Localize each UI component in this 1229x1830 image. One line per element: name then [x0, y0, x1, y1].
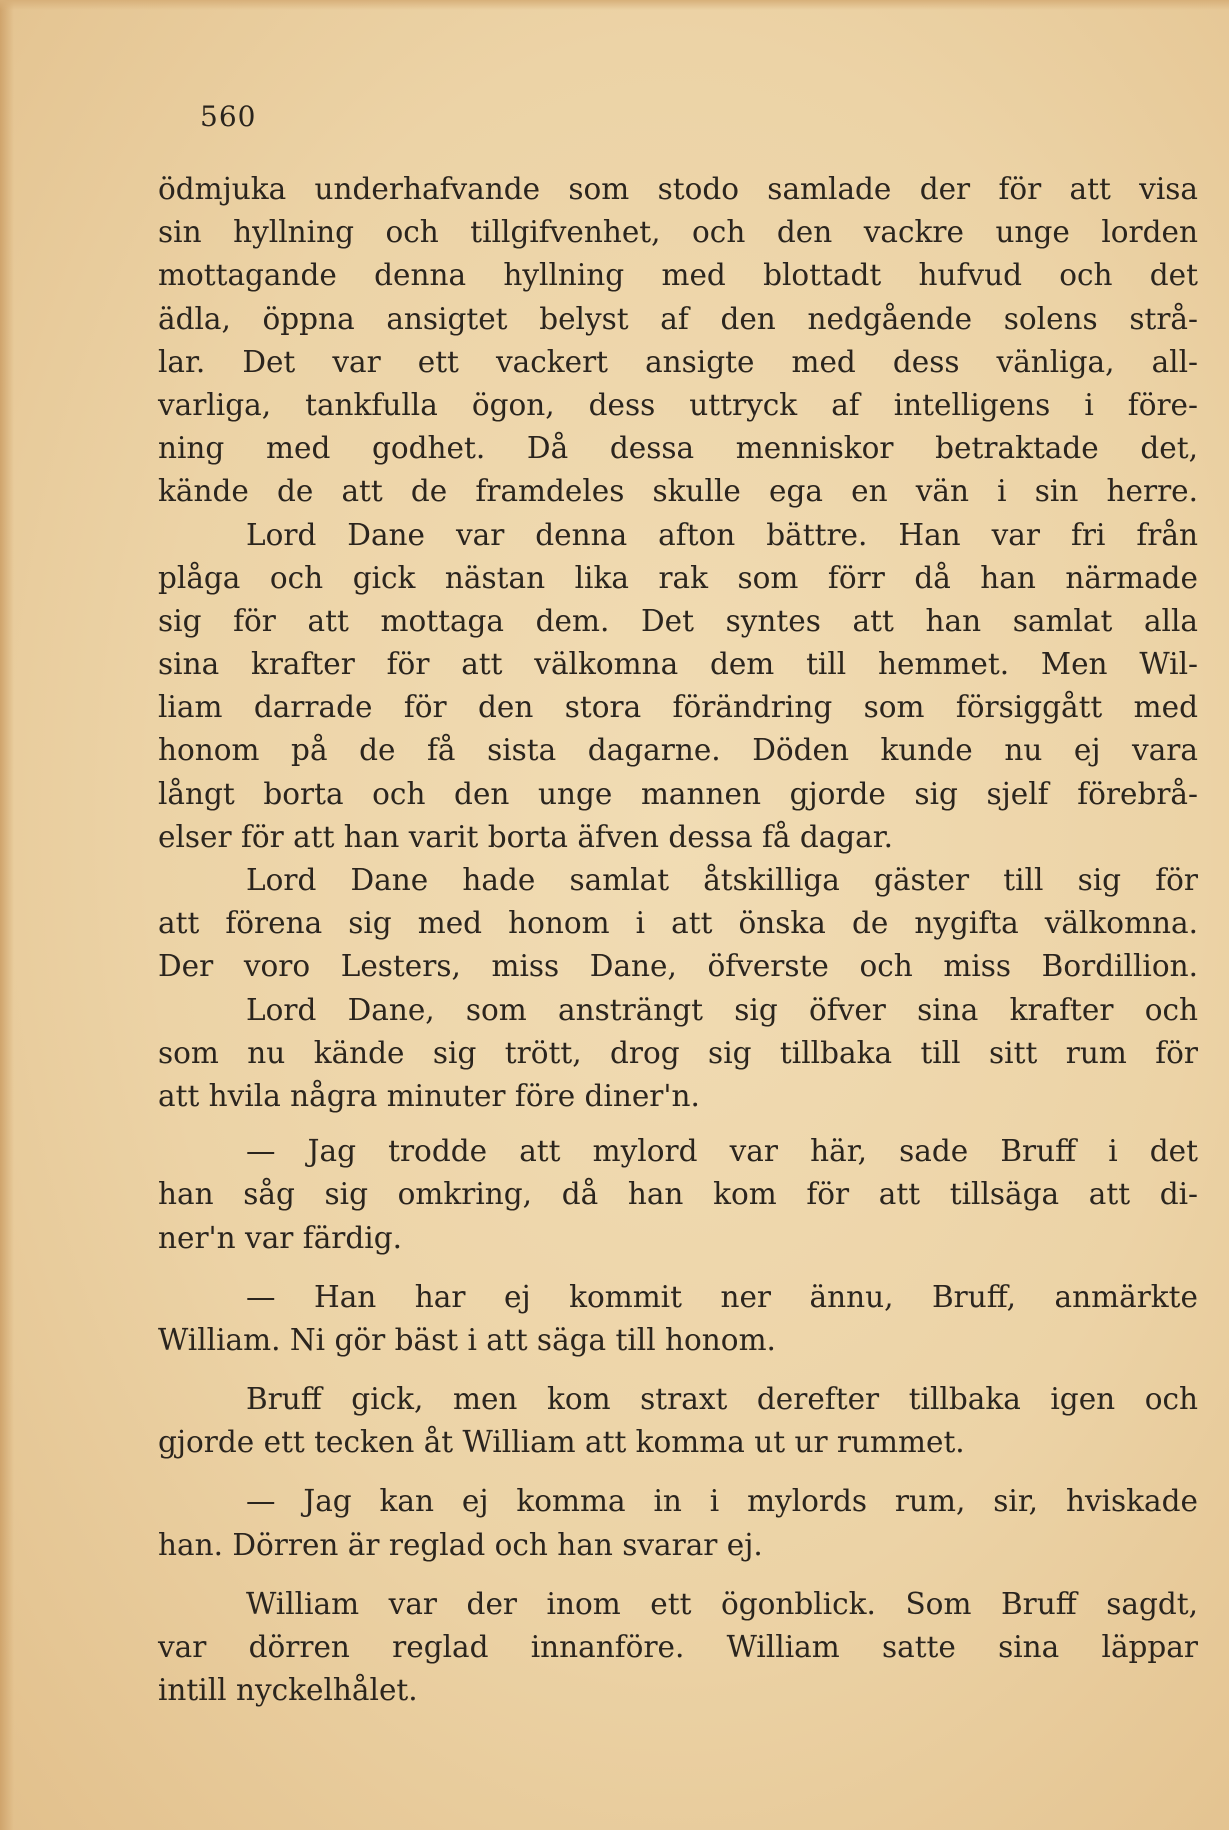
text-line: att förena sig med honom i att önska de nygifta välkomna.: [158, 906, 1198, 941]
text-line: — Han har ej kommit ner ännu, Bruff, anmärkte: [246, 1279, 1198, 1314]
text-line: — Jag kan ej komma in i mylords rum, sir, hviskade: [246, 1484, 1198, 1519]
text-line: honom på de få sista dagarne. Döden kunde nu ej vara: [158, 733, 1198, 768]
text-line: lar. Det var ett vackert ansigte med dess vänliga, all-: [158, 344, 1198, 379]
text-line: gjorde ett tecken åt William att komma ut ur rummet.: [158, 1425, 965, 1460]
text-line: som nu kände sig trött, drog sig tillbaka till sitt rum för: [158, 1035, 1198, 1070]
text-line: — Jag trodde att mylord var här, sade Bruff i det: [246, 1134, 1198, 1169]
text-line: Bruff gick, men kom straxt derefter tillbaka igen och: [246, 1382, 1198, 1417]
text-line: ner'n var färdig.: [158, 1220, 402, 1255]
text-line: sig för att mottaga dem. Det syntes att han samlat alla: [158, 603, 1198, 638]
text-line: Lord Dane, som ansträngt sig öfver sina krafter och: [246, 992, 1198, 1027]
text-line: varliga, tankfulla ögon, dess uttryck af intelligens i före-: [158, 387, 1198, 422]
text-line: långt borta och den unge mannen gjorde sig sjelf förebrå-: [158, 776, 1198, 811]
text-line: sin hyllning och tillgifvenhet, och den vackre unge lorden: [158, 215, 1198, 250]
text-line: ödmjuka underhafvande som stodo samlade der för att visa: [158, 172, 1198, 206]
body-text: [158, 168, 1198, 1712]
text-line: kände de att de framdeles skulle ega en vän i sin herre.: [158, 474, 1198, 509]
page-edge-shadow-top: [0, 0, 1229, 10]
text-line: liam darrade för den stora förändring som försiggått med: [158, 690, 1198, 725]
text-line: han. Dörren är reglad och han svarar ej.: [158, 1527, 763, 1562]
text-line: ning med godhet. Då dessa menniskor betraktade det,: [158, 431, 1198, 466]
text-line: ädla, öppna ansigtet belyst af den nedgående solens strå-: [158, 301, 1198, 336]
text-line: var dörren reglad innanföre. William satte sina läppar: [158, 1630, 1198, 1664]
page-number: 560: [200, 100, 257, 133]
text-line: Der voro Lesters, miss Dane, öfverste och miss Bordillion.: [158, 949, 1198, 984]
page-edge-shadow-left: [0, 0, 14, 1830]
text-line: han såg sig omkring, då han kom för att tillsäga att di-: [158, 1177, 1198, 1212]
text-line: intill nyckelhålet.: [158, 1673, 418, 1708]
text-line: plåga och gick nästan lika rak som förr då han närmade: [158, 560, 1198, 595]
text-line: elser för att han varit borta äfven dessa få dagar.: [158, 819, 894, 854]
text-line: att hvila några minuter före diner'n.: [158, 1078, 700, 1113]
text-line: mottagande denna hyllning med blottadt hufvud och det: [158, 258, 1198, 293]
text-line: Lord Dane hade samlat åtskilliga gäster till sig för: [246, 863, 1198, 897]
text-line: Lord Dane var denna afton bättre. Han var fri från: [246, 517, 1198, 552]
text-line: William. Ni gör bäst i att säga till honom.: [158, 1322, 776, 1357]
text-line: William var der inom ett ögonblick. Som Bruff sagdt,: [246, 1586, 1198, 1621]
text-line: sina krafter för att välkomna dem till hemmet. Men Wil-: [158, 647, 1198, 682]
